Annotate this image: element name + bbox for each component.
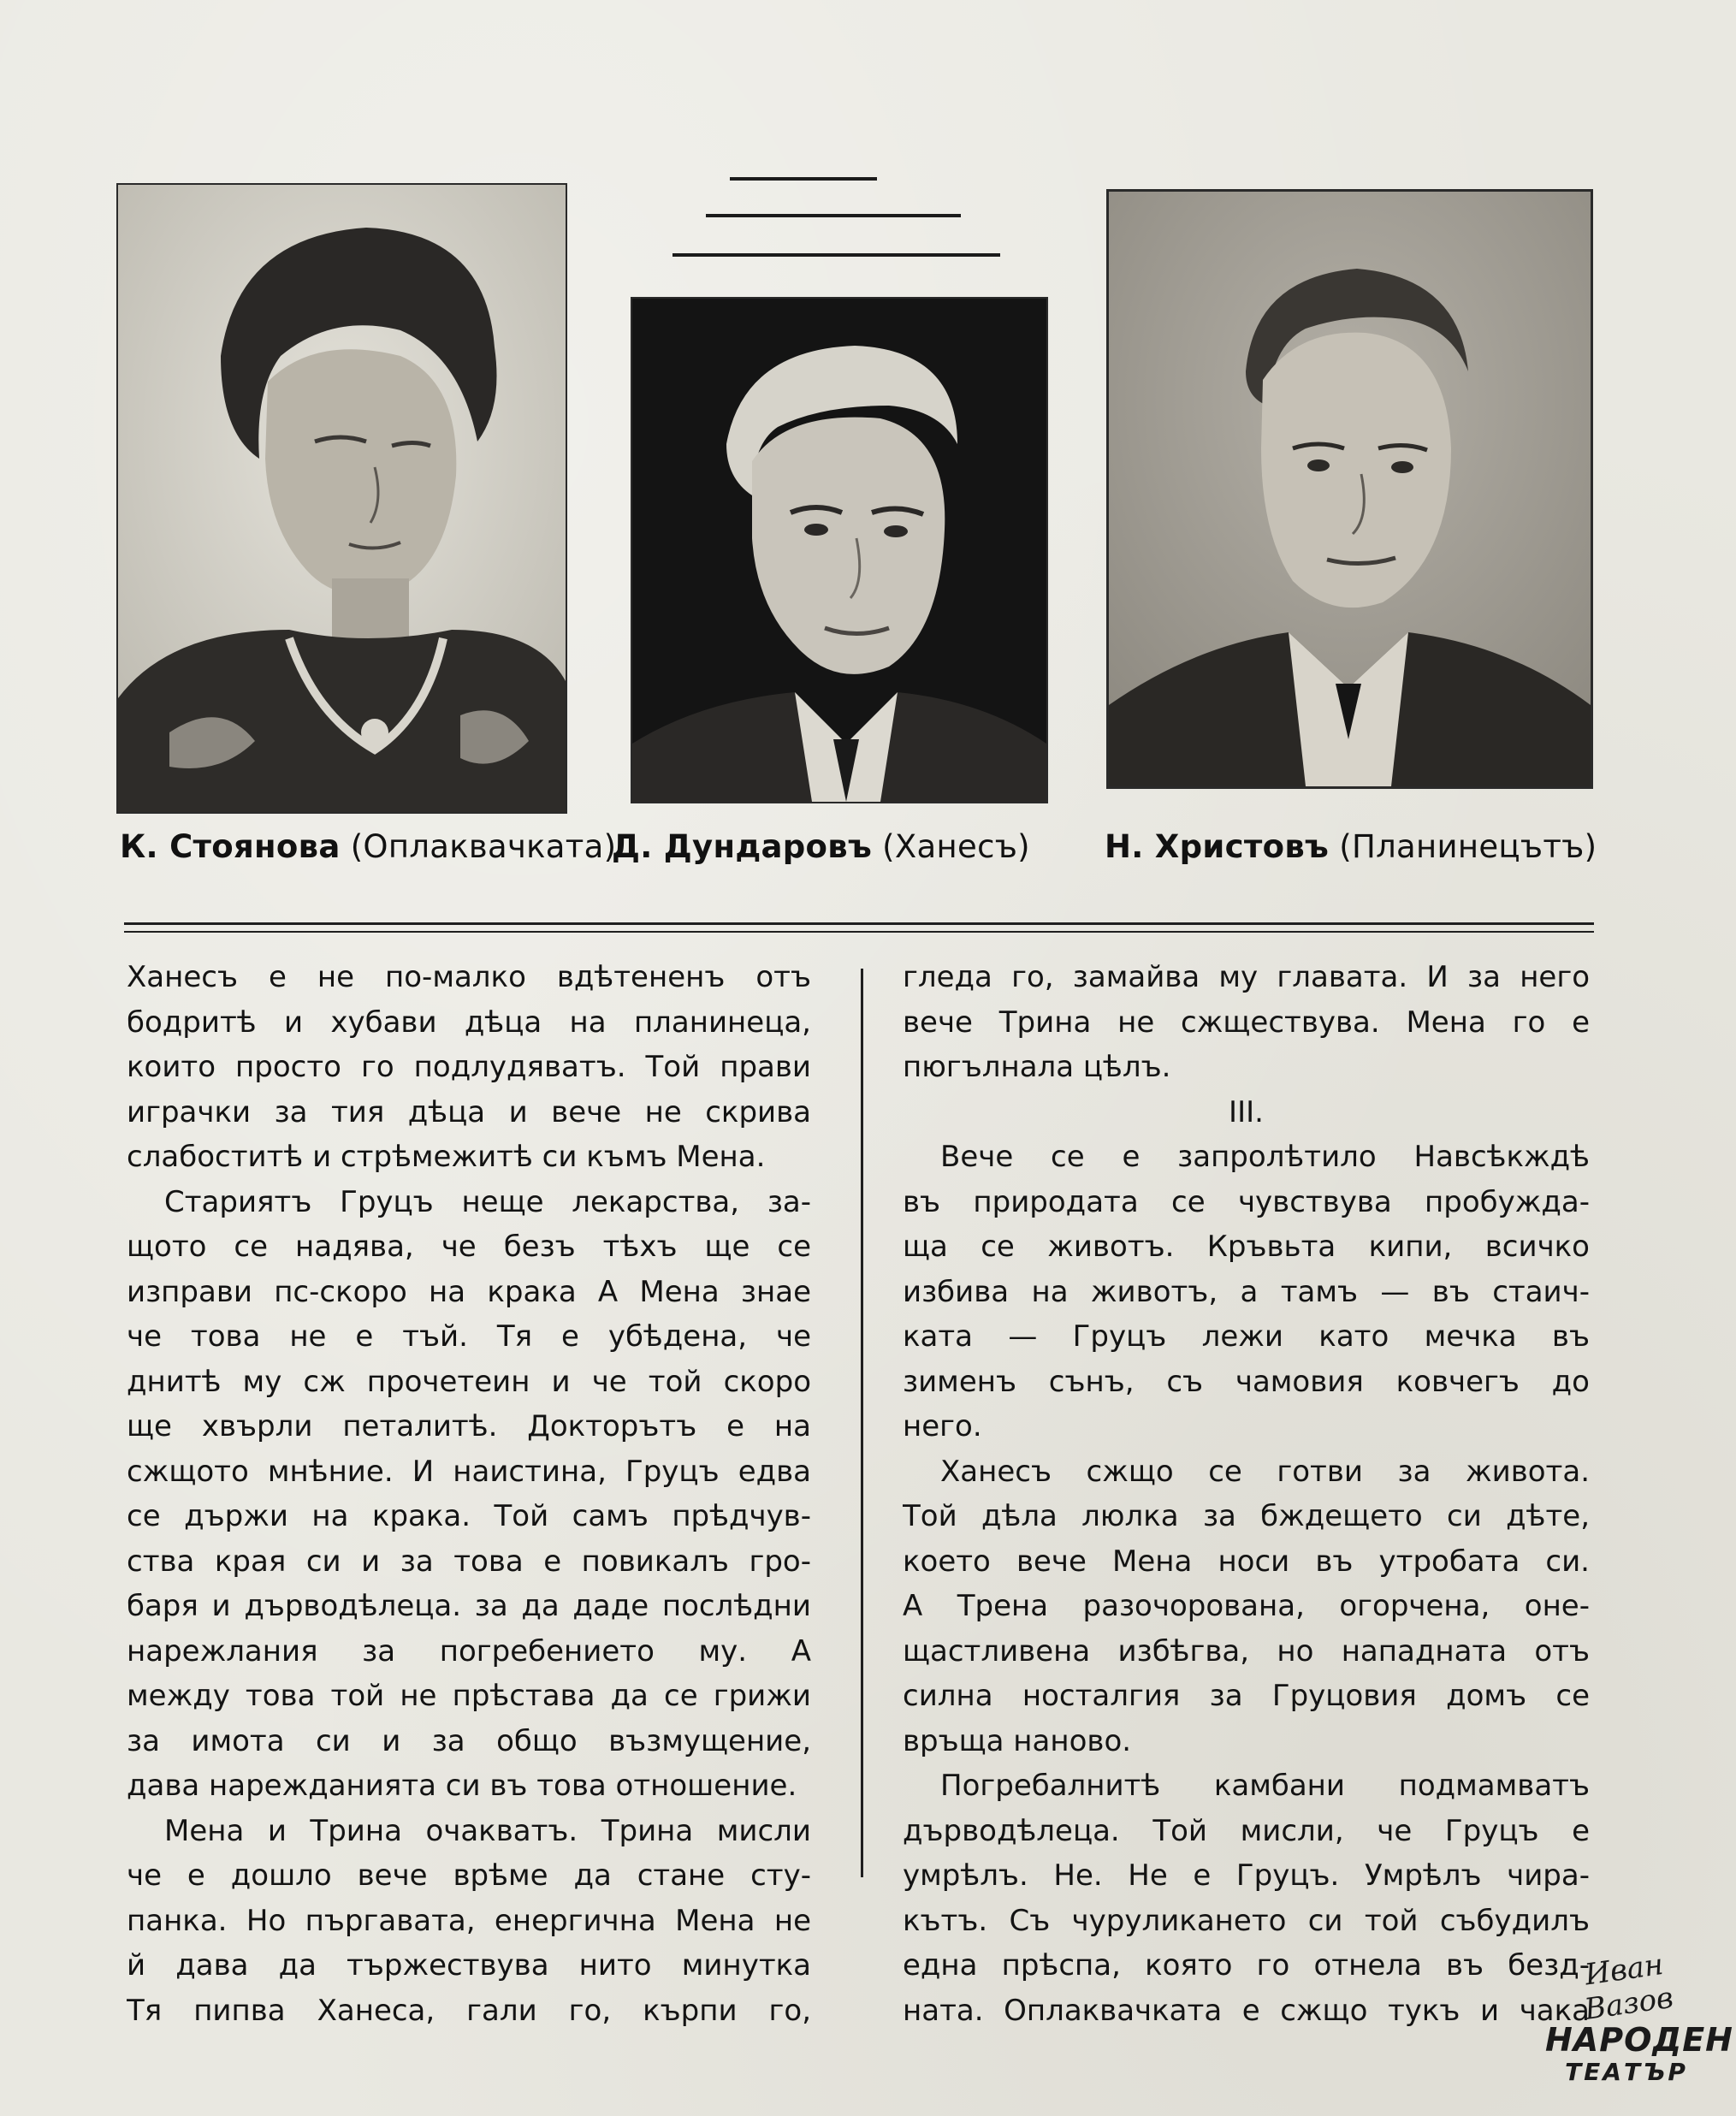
column-divider: [861, 969, 863, 1877]
portrait-hristov: [1106, 189, 1593, 789]
text-line: й дава да тържествува нито минутка: [127, 1948, 811, 1983]
text-line: една прѣспа, която го отнела въ безд-: [903, 1948, 1590, 1983]
text-line: пюгълнала цѣлъ.: [903, 1050, 1171, 1084]
text-line: Стариятъ Груцъ неще лекарства, за-: [164, 1184, 811, 1219]
caption-dundarov: [612, 828, 1030, 865]
text-line: гледа го, замайва му главата. И за него: [903, 960, 1590, 994]
text-line: нарежлания за погребението му. А: [127, 1633, 811, 1668]
text-line: Мена и Трина очакватъ. Трина мисли: [164, 1813, 811, 1848]
caption-role: (Ханесъ): [882, 828, 1030, 865]
text-line: умрѣлъ. Не. Не е Груцъ. Умрѣлъ чира-: [903, 1858, 1590, 1893]
text-line: Тя пипва Ханеса, гали го, кърпи го,: [127, 1993, 811, 2028]
caption-role: (Планинецътъ): [1339, 828, 1597, 865]
caption-hristov: [1105, 828, 1597, 865]
text-line: Погребалнитѣ камбани подмамватъ: [940, 1769, 1590, 1803]
text-line: него.: [903, 1409, 982, 1443]
text-line: връща наново.: [903, 1723, 1132, 1758]
decorative-rule-1: [730, 177, 877, 181]
section-heading: III.: [1229, 1094, 1264, 1129]
text-line: ната. Оплаквачката е сжщо тукъ и чака: [903, 1993, 1590, 2028]
text-line: Ханесъ сжщо се готви за живота.: [940, 1454, 1590, 1489]
text-line: зименъ сънъ, съ чамовия ковчегъ до: [903, 1364, 1590, 1399]
caption-name: Д. Дундаровъ: [612, 828, 873, 865]
section-divider-top: [124, 922, 1594, 925]
text-line: изправи пс-скоро на крака А Мена знае: [127, 1274, 811, 1309]
decorative-rule-2: [706, 214, 961, 217]
text-line: ства края си и за това е повикалъ гро-: [127, 1544, 811, 1579]
text-line: Вече се е запролѣтило Навсѣкждѣ: [940, 1140, 1590, 1174]
text-line: Той дѣла люлка за бждещето си дѣте,: [903, 1499, 1590, 1533]
text-line: вече Трина не сжществува. Мена го е: [903, 1005, 1590, 1040]
section-divider-bottom: [124, 931, 1594, 933]
text-line: кътъ. Съ чуруликането си той събудилъ: [903, 1903, 1590, 1938]
text-line: ща се животъ. Кръвьта кипи, всичко: [903, 1230, 1590, 1264]
text-line: щастливена избѣгва, но нападната отъ: [903, 1633, 1590, 1668]
portrait-dundarov: [631, 297, 1048, 803]
article-column-right: [903, 955, 1590, 2033]
text-line: които просто го подлудяватъ. Той прави: [127, 1050, 811, 1084]
text-line: А Трена разочорована, огорчена, оне-: [903, 1589, 1590, 1623]
text-line: между това той не прѣстава да се грижи: [127, 1679, 811, 1713]
portrait-stoyanova: [116, 183, 567, 814]
text-line: че това не е тъй. Тя е убѣдена, че: [127, 1319, 811, 1354]
text-line: дава нарежданията си въ това отношение.: [127, 1769, 797, 1803]
text-line: че е дошло вече врѣме да стане сту-: [127, 1858, 811, 1893]
text-line: сжщото мнѣние. И наистина, Груцъ едва: [127, 1454, 811, 1489]
logo-line-2: ТЕАТЪР: [1565, 2058, 1688, 2086]
text-line: се държи на крака. Той самъ прѣдчув-: [127, 1499, 811, 1533]
article-column-left: [127, 955, 811, 2033]
text-line: слабоститѣ и стрѣмежитѣ си къмъ Мена.: [127, 1140, 766, 1174]
text-line: панка. Но пъргавата, енергична Мена не: [127, 1903, 811, 1938]
logo-signature: Иван Вазов: [1582, 1947, 1676, 2027]
text-line: за имота си и за общо възмущение,: [127, 1723, 811, 1758]
text-line: което вече Мена носи въ утробата си.: [903, 1544, 1590, 1579]
text-line: ще хвърли петалитѣ. Докторътъ е на: [127, 1409, 811, 1443]
caption-name: Н. Христовъ: [1105, 828, 1330, 865]
text-line: дърводѣлеца. Той мисли, че Груцъ е: [903, 1813, 1590, 1848]
text-line: щото се надява, че безъ тѣхъ ще се: [127, 1230, 811, 1264]
text-line: Ханесъ е не по-малко вдѣтененъ отъ: [127, 960, 811, 994]
text-line: играчки за тия дѣца и вече не скрива: [127, 1094, 811, 1129]
caption-stoyanova: [120, 828, 616, 865]
text-line: въ природата се чувствува пробужда-: [903, 1184, 1590, 1219]
text-line: ката — Груцъ лежи като мечка въ: [903, 1319, 1590, 1354]
caption-role: (Оплаквачката): [350, 828, 617, 865]
text-line: избива на животъ, а тамъ — въ стаич-: [903, 1274, 1590, 1309]
text-line: силна носталгия за Груцовия домъ се: [903, 1679, 1590, 1713]
decorative-rule-3: [672, 253, 1000, 257]
logo-line-1: НАРОДЕН: [1545, 2021, 1733, 2059]
text-line: днитѣ му сж прочетеин и че той скоро: [127, 1364, 811, 1399]
caption-name: К. Стоянова: [120, 828, 341, 865]
text-line: бодритѣ и хубави дѣца на планинеца,: [127, 1005, 811, 1040]
text-line: баря и дърводѣлеца. за да даде послѣдни: [127, 1589, 811, 1623]
national-theatre-logo: [1545, 1947, 1733, 2089]
